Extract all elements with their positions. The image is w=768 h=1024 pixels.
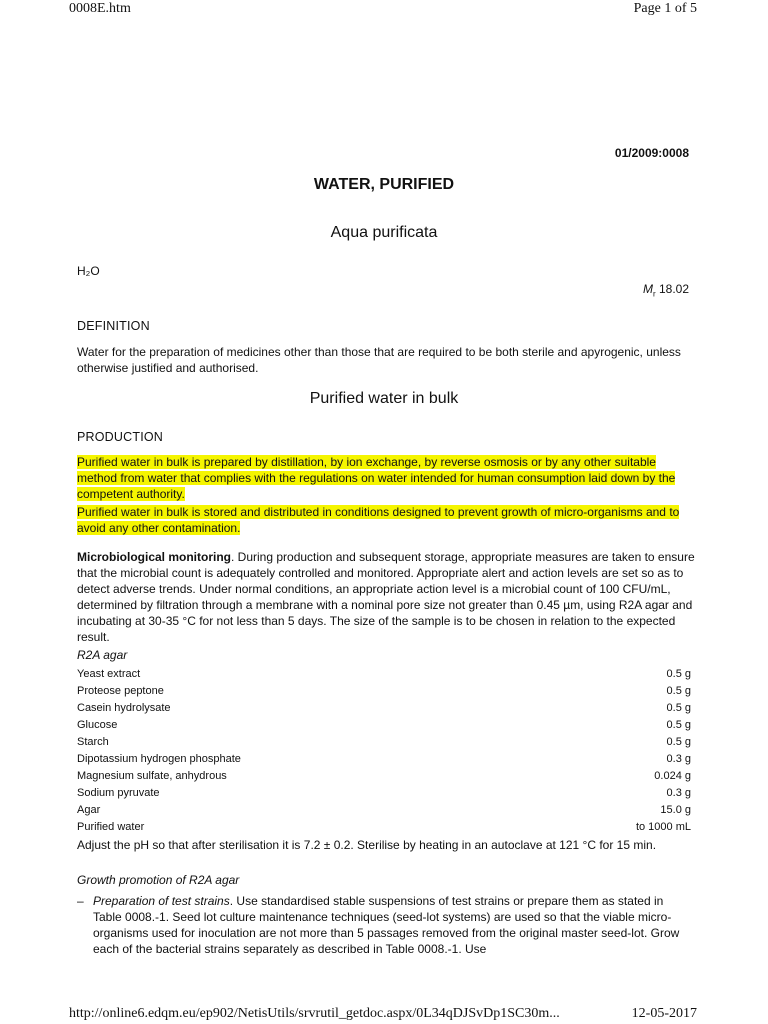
- reagent-name: Dipotassium hydrogen phosphate: [77, 753, 241, 765]
- reagent-amount: 0.5 g: [666, 685, 691, 697]
- production-paragraph-1: [77, 454, 693, 502]
- reagent-amount: 0.5 g: [666, 668, 691, 680]
- production-heading: PRODUCTION: [77, 430, 164, 444]
- r2a-agar-heading: R2A agar: [77, 648, 128, 662]
- molecular-mass: [643, 282, 689, 298]
- reagent-row: [77, 717, 691, 734]
- reagent-row: [77, 785, 691, 802]
- preparation-term: Preparation of test strains: [93, 894, 230, 908]
- reagent-row: [77, 751, 691, 768]
- footer-url-link[interactable]: http://online6.edqm.eu/ep902/NetisUtils/srvrutil_getdoc.aspx/0L34qDJSvDp1SC30m...: [69, 1006, 560, 1021]
- reagent-name: Casein hydrolysate: [77, 702, 171, 714]
- microbiological-monitoring-text: . During production and subsequent storage, appropriate measures are taken to ensure that the microbial count is adequately controlled and monitored. Appropriate alert and action levels are set so as to detect adverse trends. Under normal conditions, an appropriate action level is a microbial count of 100 CFU/mL, determined by filtration through a membrane with a nominal pore size not greater than 0.45 µm, using R2A agar and incubating at 30-35 °C for not less than 5 days. The size of the sample is to be chosen in relation to the expected result.: [77, 550, 695, 644]
- reagent-row: [77, 734, 691, 751]
- reagent-row: [77, 700, 691, 717]
- reagent-row: [77, 666, 691, 683]
- growth-promotion-heading: Growth promotion of R2A agar: [77, 873, 240, 887]
- chemical-formula: H₂O: [77, 264, 100, 278]
- reagent-row: [77, 683, 691, 700]
- reagent-name: Sodium pyruvate: [77, 787, 160, 799]
- section-subtitle: Purified water in bulk: [309, 390, 459, 407]
- reagent-amount: 0.024 g: [654, 770, 691, 782]
- reagent-amount: 0.3 g: [666, 787, 691, 799]
- reagent-amount: 0.5 g: [666, 702, 691, 714]
- reagent-amount: 0.5 g: [666, 736, 691, 748]
- reagent-name: Yeast extract: [77, 668, 141, 680]
- preparation-body: . Use standardised stable suspensions of test strains or prepare them as stated in Table 0008.-1. Seed lot culture maintenance techniques (seed-lot systems) are used so that the viable micro-organisms used for inoculation are not more than 5 passages removed from the original master seed-lot. Grow each of the bacterial strains separately as described in Table 0008.-1. Use: [93, 894, 680, 956]
- document-number: 01/2009:0008: [614, 146, 689, 160]
- reagent-row: [77, 768, 691, 785]
- reagent-name: Magnesium sulfate, anhydrous: [77, 770, 227, 782]
- mr-value: 18.02: [658, 282, 689, 296]
- reagent-amount: to 1000 mL: [635, 821, 691, 833]
- reagent-name: Starch: [77, 736, 109, 748]
- microbiological-monitoring-paragraph: [77, 549, 697, 645]
- list-dash: –: [77, 894, 84, 908]
- definition-text: Water for the preparation of medicines other than those that are required to be both sterile and apyrogenic, unless otherwise justified and authorised.: [77, 345, 681, 375]
- latin-name: Aqua purificata: [330, 224, 438, 241]
- header-filename: 0008E.htm: [69, 1, 131, 16]
- reagent-name: Purified water: [77, 821, 145, 833]
- mr-subscript: r: [652, 289, 656, 299]
- mr-symbol: M: [642, 282, 653, 296]
- reagent-row: [77, 802, 691, 819]
- adjust-ph-paragraph: Adjust the pH so that after sterilisation it is 7.2 ± 0.2. Sterilise by heating in an autoclave at 121 °C for 15 min.: [77, 838, 657, 852]
- reagent-amount: 0.5 g: [666, 719, 691, 731]
- page-title: WATER, PURIFIED: [313, 176, 455, 193]
- highlighted-text: Purified water in bulk is stored and distributed in conditions designed to prevent growth of micro-organisms and to avoid any other contamination.: [77, 505, 680, 535]
- reagent-name: Glucose: [77, 719, 118, 731]
- definition-heading: DEFINITION: [77, 319, 150, 333]
- reagent-amount: 15.0 g: [660, 804, 691, 816]
- reagent-row: [77, 819, 691, 836]
- preparation-list-item: [77, 893, 691, 957]
- reagent-table: [77, 666, 691, 836]
- microbiological-monitoring-term: Microbiological monitoring: [77, 550, 231, 564]
- reagent-amount: 0.3 g: [666, 753, 691, 765]
- production-paragraph-2: [77, 504, 693, 536]
- highlighted-text: Purified water in bulk is prepared by distillation, by ion exchange, by reverse osmosis or by any other suitable method from water that complies with the regulations on water intended for human consumption laid down by the competent authority.: [77, 455, 676, 501]
- reagent-name: Proteose peptone: [77, 685, 164, 697]
- reagent-name: Agar: [77, 804, 101, 816]
- footer-date: 12-05-2017: [631, 1006, 697, 1021]
- preparation-text: [93, 893, 691, 957]
- header-page-number: Page 1 of 5: [633, 1, 697, 16]
